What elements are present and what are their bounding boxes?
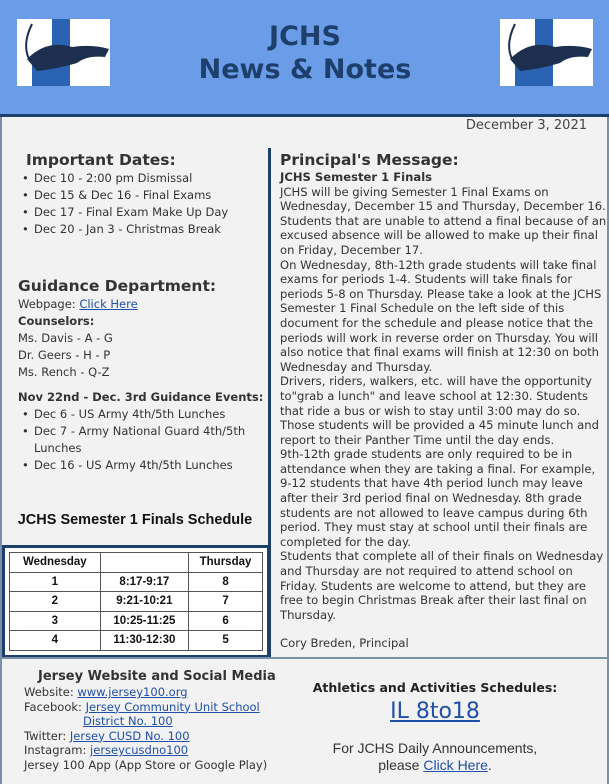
schedule-title: JCHS Semester 1 Finals Schedule <box>17 512 253 528</box>
list-item: • Dec 17 - Final Exam Make Up Day <box>18 204 268 221</box>
counselors-label: Counselors: <box>18 314 95 328</box>
counselor: Ms. Rench - Q-Z <box>18 365 110 379</box>
counselor: Ms. Davis - A - G <box>18 331 113 345</box>
twitter-label: Twitter: <box>24 728 67 743</box>
facebook-link-cont[interactable]: District No. 100 <box>83 714 173 728</box>
principal-subheading: JCHS Semester 1 Finals <box>280 170 433 184</box>
panther-logo-right <box>500 19 593 86</box>
social-media-section <box>24 668 284 772</box>
athletics-section <box>300 680 570 774</box>
header-cell: Thursday <box>189 553 263 573</box>
guidance-heading: Guidance Department: <box>18 277 217 295</box>
announcements-line: For JCHS Daily Announcements, <box>332 740 538 756</box>
facebook-label: Facebook: <box>24 699 82 714</box>
important-dates-heading: Important Dates: <box>26 151 176 169</box>
newsletter-title <box>150 20 460 86</box>
table-header-row <box>10 553 263 573</box>
instagram-label: Instagram: <box>24 743 87 757</box>
announcements-text <box>300 740 570 774</box>
cell: 7 <box>189 592 263 612</box>
guidance-events-heading: Nov 22nd - Dec. 3rd Guidance Events: <box>18 390 264 404</box>
webpage-label: Webpage: <box>18 297 76 311</box>
paragraph: On Wednesday, 8th-12th grade students will take final exams for periods 1-4. Students will take finals for periods 5-8 on Thursday. Please take a look at the JCHS Semester 1 Final Schedule on the left side of this document for the schedule and please notice that the periods will work in reverse order on Thursday. You will also notice that final exams will finish at 12:30 on both Wednesday and Thursday. <box>280 257 602 374</box>
table-row <box>10 592 263 612</box>
table-row <box>10 572 263 592</box>
principal-heading: Principal's Message: <box>280 151 459 169</box>
social-heading: Jersey Website and Social Media <box>38 669 276 684</box>
cell: 11:30-12:30 <box>100 631 188 651</box>
cell: 8 <box>189 572 263 592</box>
announcements-prefix: please <box>378 757 424 773</box>
paragraph: Drivers, riders, walkers, etc. will have the opportunity to"grab a lunch" and leave school at 12:30. Students that ride a bus or wish to stay until 3:00 may do so. Those students will be provided a 45 minute lunch and report to their Panther Time until the day ends. <box>280 374 599 447</box>
title-line-2: News & Notes <box>198 54 412 85</box>
cell: 10:25-11:25 <box>100 611 188 631</box>
cell: 6 <box>189 611 263 631</box>
list-item: • Dec 6 - US Army 4th/5th Lunches <box>18 406 268 423</box>
announcements-suffix: . <box>487 757 492 773</box>
guidance-events-list <box>18 406 268 474</box>
list-item: • Dec 16 - US Army 4th/5th Lunches <box>18 457 268 474</box>
instagram-link[interactable]: jerseycusdno100 <box>90 743 189 757</box>
principal-message <box>280 150 609 651</box>
counselor: Dr. Geers - H - P <box>18 348 111 362</box>
table-row <box>10 611 263 631</box>
paragraph: 9th-12th grade students are only required to be in attendance when they are taking a final. For example, 9-12 students that have 4th period lunch may leave after their 3rd period final on Wednesday. 8th grade students are not allowed to leave campus during 6th period. They must stay at school until their finals are completed for the day. <box>280 447 596 549</box>
cell: 8:17-9:17 <box>100 572 188 592</box>
list-item: • Dec 15 & Dec 16 - Final Exams <box>18 187 268 204</box>
cell: 1 <box>10 572 101 592</box>
cell: 3 <box>10 611 101 631</box>
important-dates-list <box>18 170 268 238</box>
guidance-webpage-link[interactable]: Click Here <box>79 297 138 311</box>
issue-date: December 3, 2021 <box>465 118 587 133</box>
cell: 2 <box>10 592 101 612</box>
cell: 9:21-10:21 <box>100 592 188 612</box>
paragraph: JCHS will be giving Semester 1 Final Exams on Wednesday, December 15 and Thursday, December 16. Students that are unable to attend a final because of an excused absence will be allowed to make up their final on Friday, December 17. <box>280 184 607 257</box>
il-8to18-link[interactable]: IL 8to18 <box>390 699 480 724</box>
header-cell <box>100 553 188 573</box>
panther-logo-left <box>17 19 110 86</box>
website-label: Website: <box>24 685 74 699</box>
finals-schedule-table <box>2 545 270 658</box>
title-line-1: JCHS <box>269 21 341 52</box>
website-link[interactable]: www.jersey100.org <box>77 685 188 699</box>
list-item: • Dec 7 - Army National Guard 4th/5th Lunches <box>18 423 268 457</box>
facebook-link[interactable]: Jersey Community Unit School <box>85 699 260 714</box>
list-item: • Dec 10 - 2:00 pm Dismissal <box>18 170 268 187</box>
header-cell: Wednesday <box>10 553 101 573</box>
announcements-link[interactable]: Click Here <box>423 757 488 773</box>
cell: 4 <box>10 631 101 651</box>
signature: Cory Breden, Principal <box>280 636 409 651</box>
app-info: Jersey 100 App (App Store or Google Play) <box>24 757 268 772</box>
list-item: • Dec 20 - Jan 3 - Christmas Break <box>18 221 268 238</box>
twitter-link[interactable]: Jersey CUSD No. 100 <box>69 728 190 743</box>
newsletter-header <box>0 0 609 117</box>
column-divider <box>268 148 271 658</box>
left-column <box>18 150 268 474</box>
athletics-heading: Athletics and Activities Schedules: <box>312 680 558 695</box>
paragraph: Students that complete all of their finals on Wednesday and Thursday are not required to attend school on Friday. Students are welcome to attend, but they are free to begin Christmas Break after their last final on Thursday. <box>280 549 604 622</box>
footer-divider <box>0 657 609 659</box>
cell: 5 <box>189 631 263 651</box>
table-row <box>10 631 263 651</box>
